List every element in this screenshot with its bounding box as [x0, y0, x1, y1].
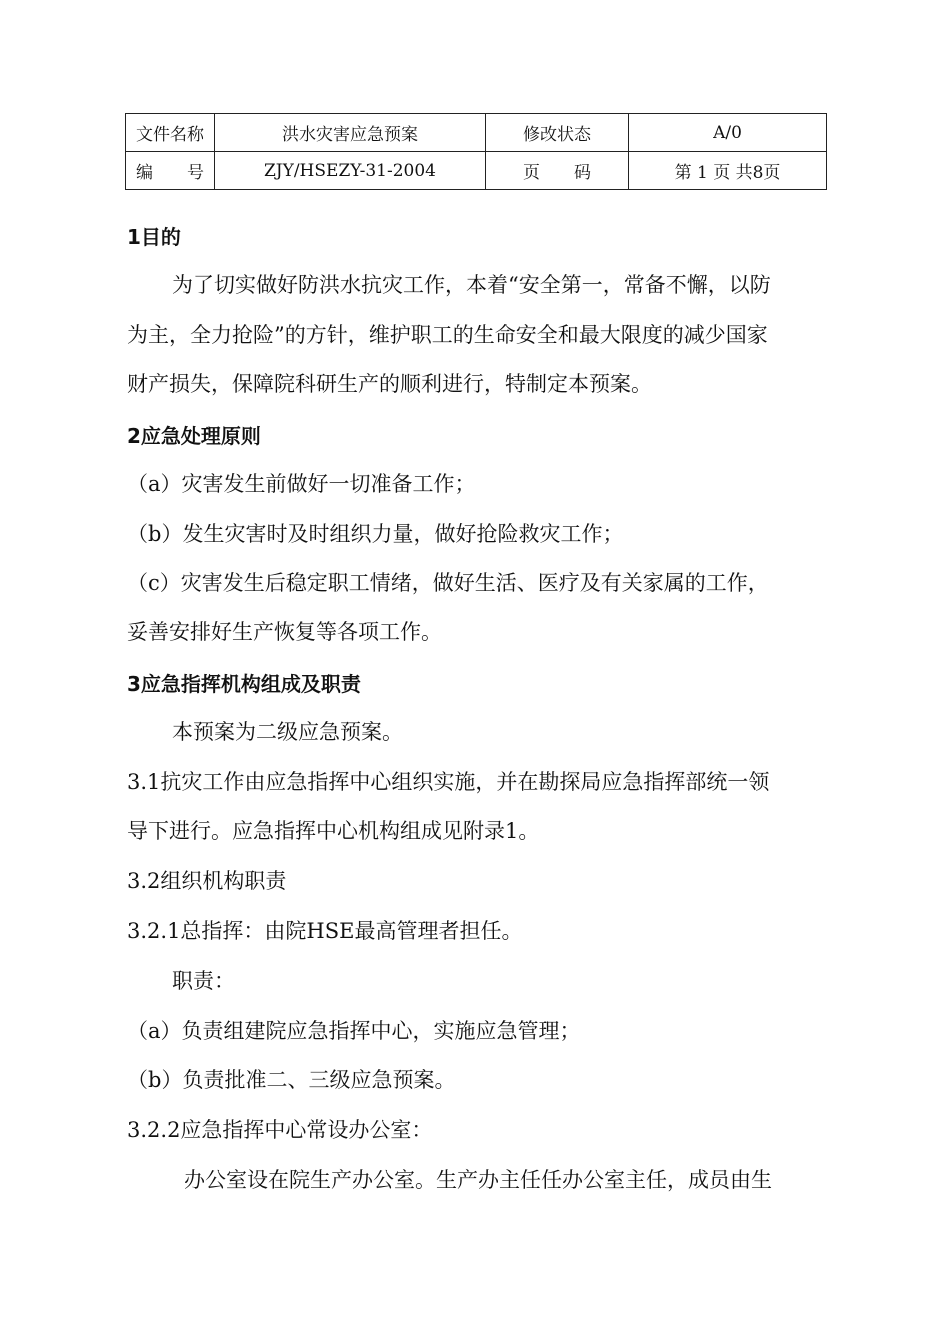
principle-item-c-line-1: （c）灾害发生后稳定职工情绪，做好生活、医疗及有关家属的工作， [127, 571, 769, 595]
principle-item-b: （b）发生灾害时及时组织力量，做好抢险救灾工作； [127, 522, 624, 546]
header-row-1 [126, 114, 827, 152]
clause-3-1-line-2: 导下进行。应急指挥中心机构组成见附录1。 [127, 819, 540, 843]
purpose-paragraph-line-2: 为主，全力抢险”的方针，维护职工的生命安全和最大限度的减少国家 [127, 323, 768, 347]
clause-3-1-line-1: 3.1抗灾工作由应急指挥中心组织实施，并在勘探局应急指挥部统一领 [127, 770, 770, 794]
file-name-label: 文件名称 [126, 114, 215, 152]
doc-number-value: ZJY/HSEZY-31-2004 [215, 152, 486, 190]
plan-level-text: 本预案为二级应急预案。 [172, 720, 403, 744]
purpose-paragraph-line-3: 财产损失，保障院科研生产的顺利进行，特制定本预案。 [127, 372, 652, 396]
document-header-table [125, 113, 827, 190]
file-name-value: 洪水灾害应急预案 [215, 114, 486, 152]
purpose-paragraph-line-1: 为了切实做好防洪水抗灾工作，本着“安全第一，常备不懈，以防 [172, 273, 771, 297]
principle-item-a: （a）灾害发生前做好一切准备工作； [127, 472, 476, 496]
revision-status-value: A/0 [629, 114, 827, 152]
header-row-2 [126, 152, 827, 190]
clause-3-2-1-text: 3.2.1总指挥：由院HSE最高管理者担任。 [127, 919, 523, 943]
section-heading-purpose: 1目的 [127, 225, 181, 249]
duty-label: 职责： [172, 969, 235, 993]
principle-item-c-line-2: 妥善安排好生产恢复等各项工作。 [127, 620, 442, 644]
duty-item-b: （b）负责批准二、三级应急预案。 [127, 1068, 456, 1092]
page-value: 第 1 页 共8页 [629, 152, 827, 190]
section-heading-organization: 3应急指挥机构组成及职责 [127, 672, 361, 696]
duty-item-a: （a）负责组建院应急指挥中心，实施应急管理； [127, 1019, 581, 1043]
page-label: 页 码 [486, 152, 629, 190]
clause-3-2-heading: 3.2组织机构职责 [127, 869, 287, 893]
office-paragraph-line-1: 办公室设在院生产办公室。生产办主任任办公室主任，成员由生 [184, 1168, 772, 1192]
doc-number-label: 编 号 [126, 152, 215, 190]
section-heading-principles: 2应急处理原则 [127, 424, 261, 448]
revision-status-label: 修改状态 [486, 114, 629, 152]
clause-3-2-2-heading: 3.2.2应急指挥中心常设办公室： [127, 1118, 433, 1142]
